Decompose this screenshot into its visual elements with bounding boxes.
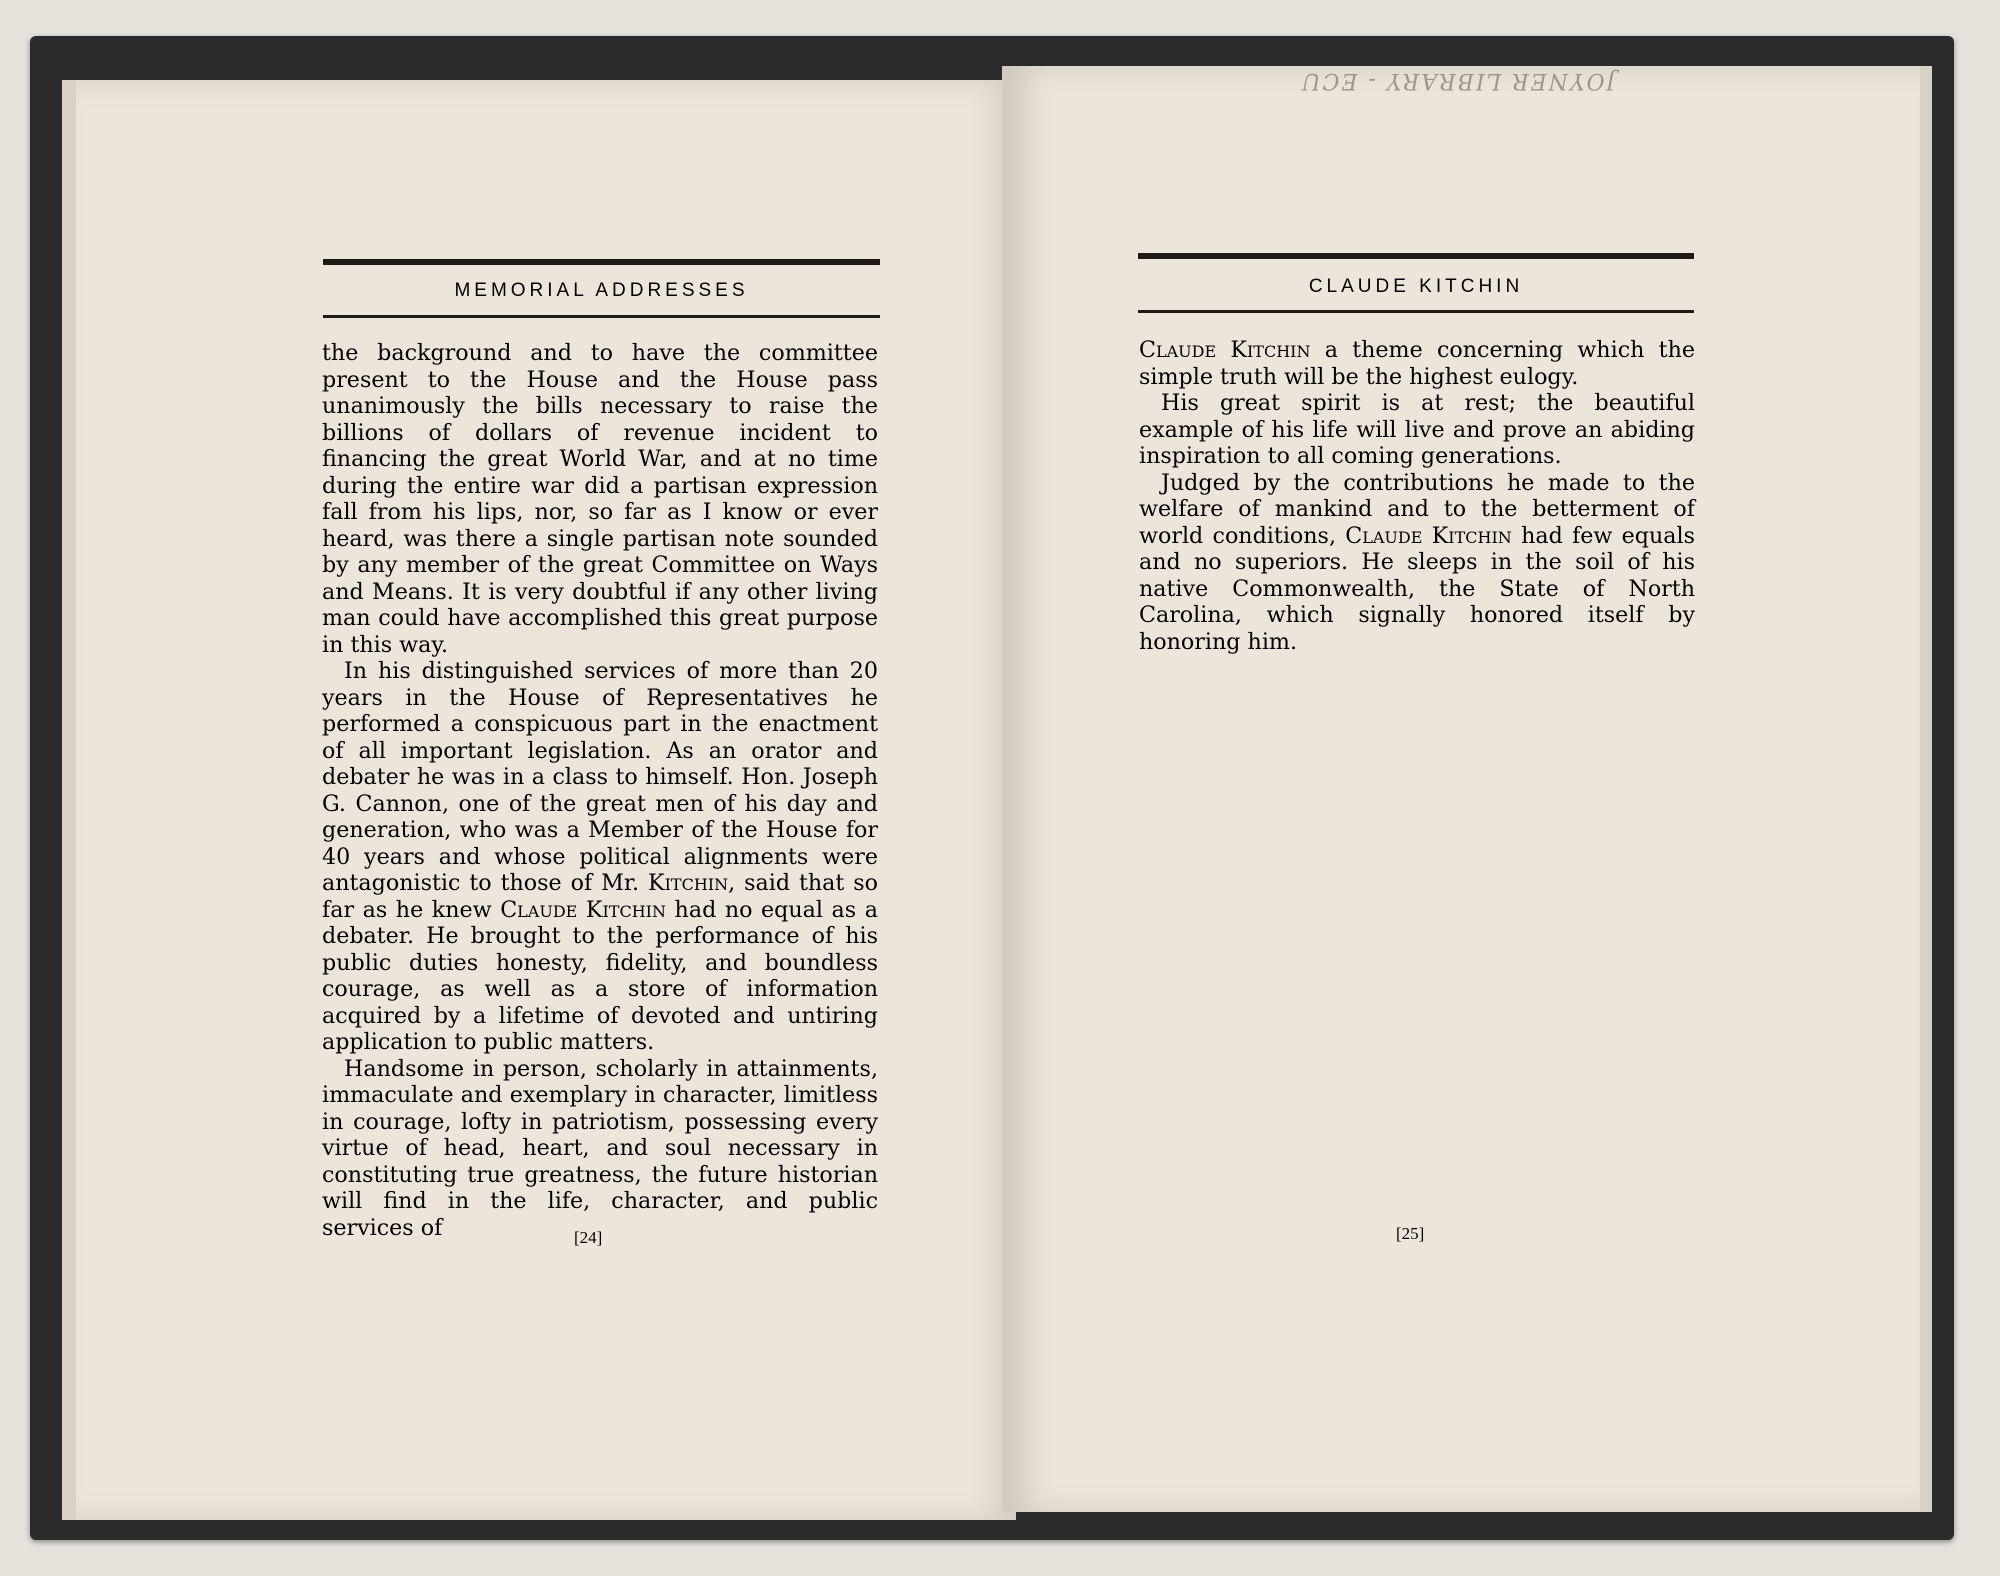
left-body-text — [322, 340, 878, 1241]
left-page-number: [24] — [574, 1228, 603, 1247]
left-paragraph-3: Handsome in person, scholarly in attainments, immaculate and exemplary in character, limitless in courage, lofty in patriotism, possessing every virtue of head, heart, and soul necessary in constituting true greatness, the future historian will find in the life, character, and public services of — [322, 1055, 878, 1241]
left-bottom-rule — [323, 315, 880, 318]
left-top-rule — [323, 259, 880, 265]
right-top-rule — [1138, 253, 1694, 259]
left-running-head: MEMORIAL ADDRESSES — [454, 280, 749, 301]
right-running-head: CLAUDE KITCHIN — [1308, 276, 1524, 297]
library-stamp: JOYNER LIBRARY - ECU — [1300, 68, 1616, 93]
right-paragraph-3: Judged by the contributions he made to the welfare of mankind and to the betterment of world conditions, Claude Kitchin had few equals and no superiors. He sleeps in the soil of his native Commonwealth, the State of North Carolina, which signally honored itself by honoring him. — [1139, 469, 1696, 655]
right-body-text — [1139, 337, 1695, 655]
right-page-number: [25] — [1396, 1224, 1425, 1243]
right-paragraph-2: His great spirit is at rest; the beautiful example of his life will live and prove an abiding inspiration to all coming generations. — [1139, 390, 1695, 469]
left-paragraph-2: In his distinguished services of more than 20 years in the House of Representatives he performed a conspicuous part in the enactment of all important legislation. As an orator and debater he was in a class to himself. Hon. Joseph G. Cannon, one of the great men of his day and generation, who was a Member of the House for 40 years and whose political alignments were antagonistic to those of Mr. Kitchin, said that so far as he knew Claude Kitchin had no equal as a debater. He brought to the performance of his public duties honesty, fidelity, and boundless courage, as well as a store of information acquired by a lifetime of devoted and untiring application to public matters. — [322, 658, 878, 1055]
right-bottom-rule — [1138, 310, 1694, 313]
right-paragraph-1: Claude Kitchin a theme concerning which the simple truth will be the highest eulogy. — [1139, 337, 1695, 390]
left-paragraph-1: the background and to have the committee present to the House and the House pass unanimously the bills necessary to raise the billions of dollars of revenue incident to financing the great World War, and at no time during the entire war did a partisan expression fall from his lips, nor, so far as I know or ever heard, was there a single partisan note sounded by any member of the great Committee on Ways and Means. It is very doubtful if any other living man could have accomplished this great purpose in this way. — [322, 340, 878, 658]
